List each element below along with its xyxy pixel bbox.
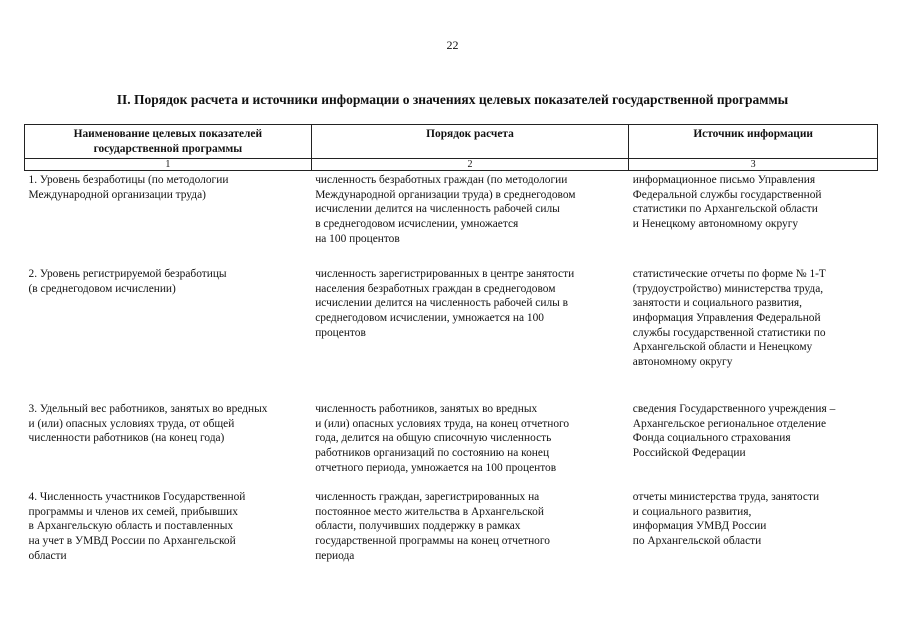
indicators-table — [24, 124, 878, 570]
cell-line: Архангельской области и Ненецкому — [632, 341, 813, 354]
calculation-cell — [311, 265, 629, 400]
cell-line: и (или) опасных условиях труда, от общей — [28, 417, 235, 430]
calculation-cell — [311, 488, 629, 570]
section-title: II. Порядок расчета и источники информации о значениях целевых показателей государственной программы — [116, 92, 789, 107]
cell-line: Фонда социального страхования — [632, 432, 791, 445]
column-number-row — [25, 159, 878, 171]
cell-line: постоянное место жительства в Архангельской — [315, 505, 544, 518]
header-line: Источник информации — [693, 128, 813, 140]
header-line: Порядок расчета — [426, 128, 514, 140]
indicator-cell — [25, 171, 312, 266]
table-row — [25, 400, 878, 488]
cell-line: на 100 процентов — [315, 232, 400, 245]
calculation-cell — [311, 171, 629, 266]
cell-line: исчислении делится на численность рабочей силы в — [315, 297, 569, 310]
column-number: 2 — [311, 159, 629, 171]
cell-line: занятости и социального развития, — [632, 297, 802, 310]
cell-line: численности работников (на конец года) — [28, 432, 225, 445]
cell-line: информация Управления Федеральной — [632, 311, 821, 324]
cell-line: и социального развития, — [632, 505, 752, 518]
cell-line: отчеты министерства труда, занятости — [632, 491, 820, 504]
cell-line: года, делится на общую списочную численность — [315, 432, 552, 445]
cell-line: Архангельское региональное отделение — [632, 417, 827, 430]
cell-line: области, получивших поддержку в рамках — [315, 520, 521, 533]
cell-line: на учет в УМВД России по Архангельской — [28, 534, 236, 547]
indicator-cell — [25, 265, 312, 400]
cell-line: 2. Уровень регистрируемой безработицы — [28, 268, 227, 281]
cell-line: Международной организации труда) — [28, 188, 206, 201]
header-calculation — [311, 125, 629, 159]
cell-line: работников организаций по состоянию на конец — [315, 446, 550, 459]
header-line: Наименование целевых показателей — [73, 128, 263, 140]
cell-line: процентов — [315, 326, 366, 339]
table-header-row — [25, 125, 878, 159]
table-row — [25, 171, 878, 266]
cell-line: Федеральной службы государственной — [632, 188, 822, 201]
cell-line: (в среднегодовом исчислении) — [28, 282, 176, 295]
page-number: 22 — [446, 38, 459, 52]
cell-line: Международной организации труда) в среднегодовом — [315, 188, 576, 201]
cell-line: периода — [315, 549, 355, 562]
cell-line: в среднегодовом исчислении, умножается — [315, 217, 519, 230]
indicator-cell — [25, 400, 312, 488]
source-cell — [629, 171, 878, 266]
cell-line: сведения Государственного учреждения – — [632, 403, 836, 416]
header-line: государственной программы — [93, 142, 243, 155]
source-cell — [629, 265, 878, 400]
cell-line: и (или) опасных условиях труда, на конец отчетного — [315, 417, 570, 430]
table-row — [25, 488, 878, 570]
cell-line: автономному округу — [632, 355, 733, 368]
source-cell — [629, 488, 878, 570]
cell-line: (трудоустройство) министерства труда, — [632, 282, 824, 295]
cell-line: среднегодовом исчислении, умножается на 100 — [315, 311, 544, 324]
cell-line: государственной программы на конец отчетного — [315, 534, 550, 547]
cell-line: 1. Уровень безработицы (по методологии — [28, 174, 229, 187]
cell-line: исчислении делится на численность рабочей силы — [315, 203, 560, 216]
cell-line: области — [28, 549, 67, 562]
cell-line: информация УМВД России — [632, 520, 767, 533]
source-cell — [629, 400, 878, 488]
column-number: 3 — [629, 159, 878, 171]
cell-line: информационное письмо Управления — [632, 174, 816, 187]
cell-line: численность работников, занятых во вредных — [315, 403, 538, 416]
column-number: 1 — [25, 159, 312, 171]
cell-line: Российской Федерации — [632, 446, 746, 459]
cell-line: по Архангельской области — [632, 534, 762, 547]
cell-line: населения безработных граждан в среднегодовом — [315, 282, 556, 295]
cell-line: и Ненецкому автономному округу — [632, 217, 799, 230]
cell-line: численность граждан, зарегистрированных на — [315, 491, 540, 504]
cell-line: статистические отчеты по форме № 1-Т — [632, 268, 826, 281]
cell-line: статистики по Архангельской области — [632, 203, 818, 216]
cell-line: численность зарегистрированных в центре занятости — [315, 268, 575, 281]
table-row — [25, 265, 878, 400]
cell-line: программы и членов их семей, прибывших — [28, 505, 238, 518]
cell-line: в Архангельскую область и поставленных — [28, 520, 234, 533]
header-indicator-name — [25, 125, 312, 159]
cell-line: 3. Удельный вес работников, занятых во вредных — [28, 403, 268, 416]
calculation-cell — [311, 400, 629, 488]
cell-line: отчетного периода, умножается на 100 процентов — [315, 461, 557, 474]
header-source — [629, 125, 878, 159]
cell-line: службы государственной статистики по — [632, 326, 826, 339]
indicator-cell — [25, 488, 312, 570]
cell-line: численность безработных граждан (по методологии — [315, 174, 568, 187]
cell-line: 4. Численность участников Государственной — [28, 491, 246, 504]
